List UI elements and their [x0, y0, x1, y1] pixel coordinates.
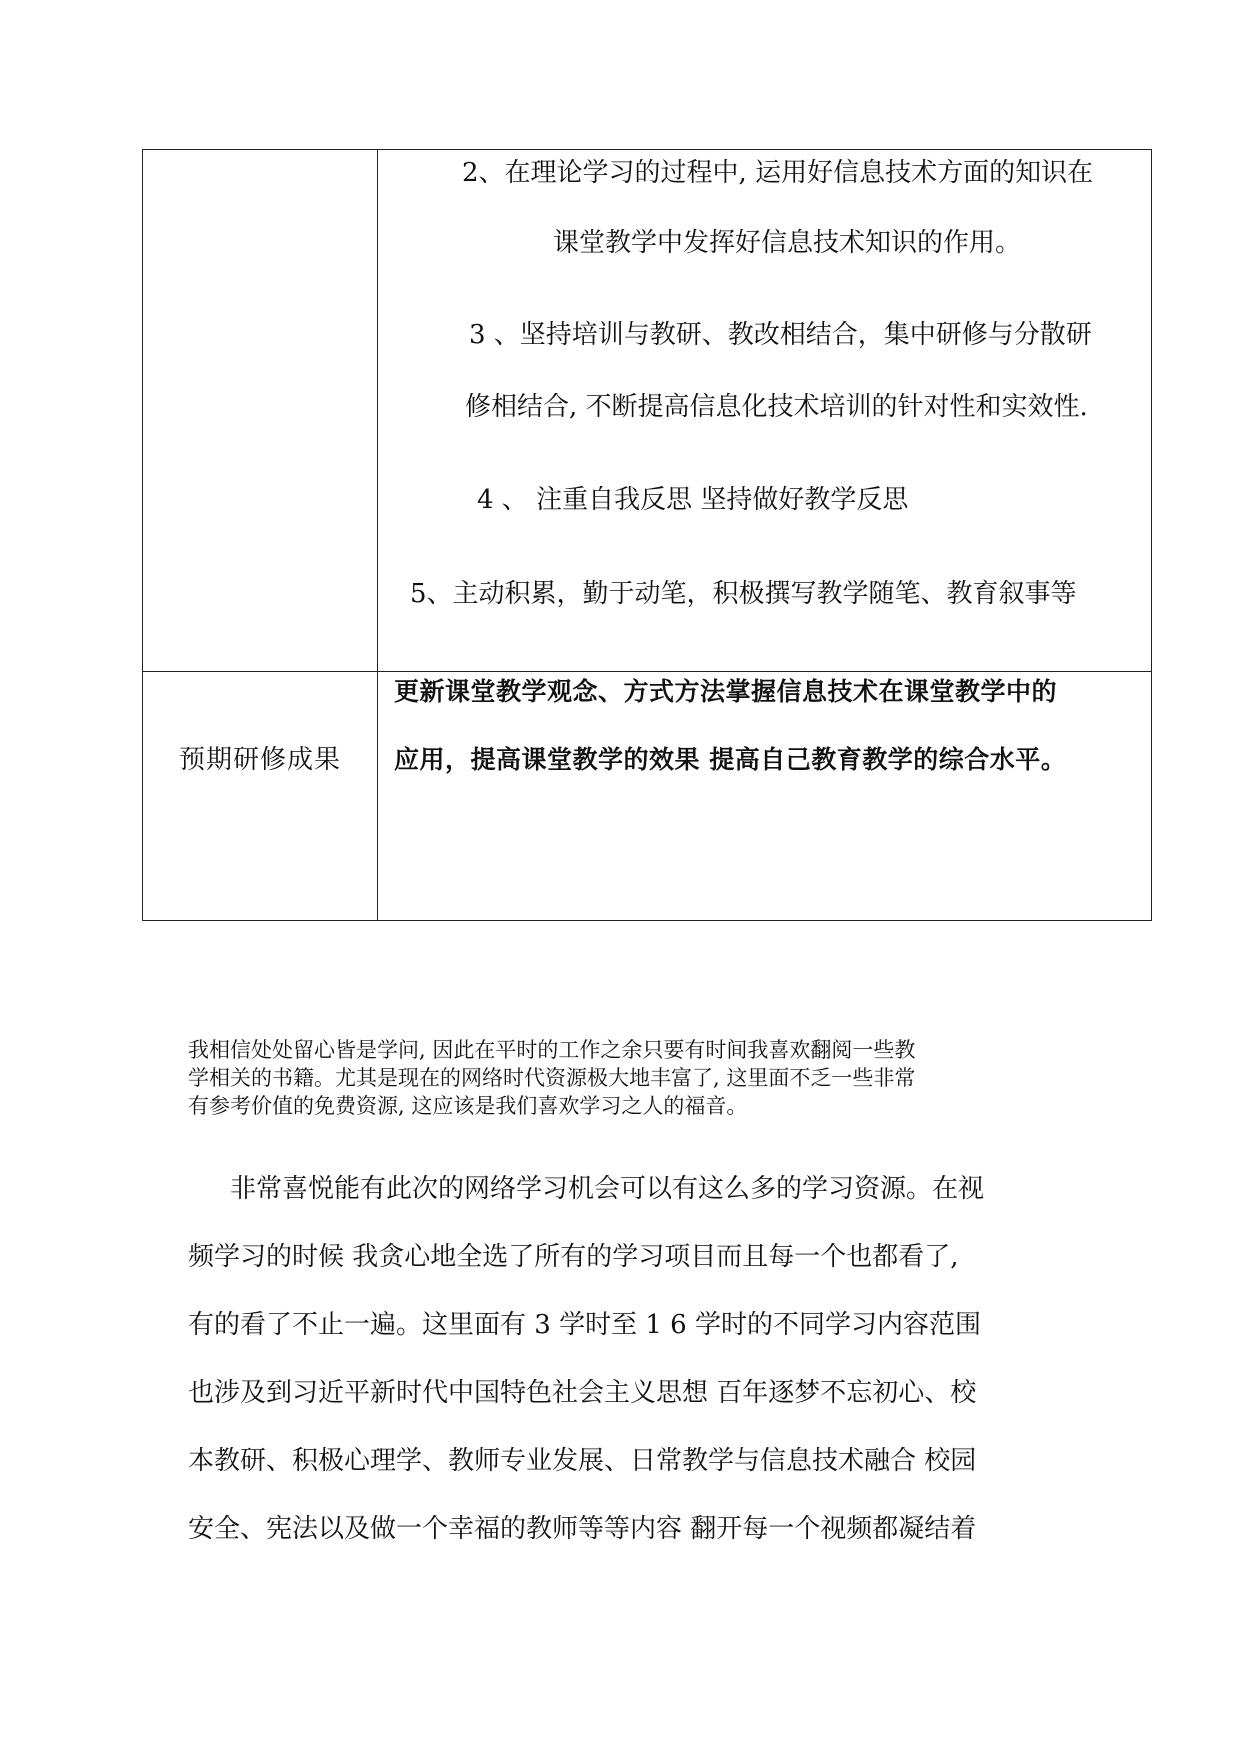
table-row-measures	[143, 150, 1152, 672]
table-cell-measures	[378, 150, 1152, 672]
table-cell-expected-results	[378, 672, 1152, 921]
measure-line: 5、主动积累，勤于动笔，积极撰写教学随笔、教育叙事等	[410, 579, 1077, 609]
paragraph-line: 也涉及到习近平新时代中国特色社会主义思想 百年逐梦不忘初心、校	[188, 1378, 977, 1408]
paragraph-line: 学相关的书籍。尤其是现在的网络时代资源极大地丰富了, 这里面不乏一些非常	[188, 1066, 916, 1090]
measure-line: 课堂教学中发挥好信息技术知识的作用。	[553, 228, 1022, 258]
expected-results-label: 预期研修成果	[179, 745, 342, 775]
paragraph-line: 本教研、积极心理学、教师专业发展、日常教学与信息技术融合 校园	[188, 1446, 977, 1476]
measure-line: 3 、坚持培训与教研、教改相结合，集中研修与分散研	[469, 320, 1092, 350]
paragraph-line: 频学习的时候 我贪心地全选了所有的学习项目而且每一个也都看了,	[188, 1242, 959, 1272]
measure-line: 4 、 注重自我反思 坚持做好教学反思	[477, 485, 909, 515]
measure-line: 修相结合, 不断提高信息化技术培训的针对性和实效性.	[465, 392, 1088, 422]
measure-line: 2、在理论学习的过程中, 运用好信息技术方面的知识在	[462, 158, 1094, 188]
table-cell-label	[143, 672, 378, 921]
paragraph-line: 有参考价值的免费资源, 这应该是我们喜欢学习之人的福音。	[188, 1094, 748, 1118]
paragraph-line: 有的看了不止一遍。这里面有 3 学时至 1 6 学时的不同学习内容范围	[188, 1310, 981, 1340]
training-plan-table	[142, 149, 1152, 921]
table-row-expected-results	[143, 672, 1152, 921]
reflection-paragraph	[188, 1036, 1068, 1120]
paragraph-line: 安全、宪法以及做一个幸福的教师等等内容 翻开每一个视频都凝结着	[188, 1514, 977, 1544]
expected-results-line: 应用，提高课堂教学的效果 提高自己教育教学的综合水平。	[394, 745, 1067, 774]
table-cell-empty-label	[143, 150, 378, 672]
paragraph-line: 非常喜悦能有此次的网络学习机会可以有这么多的学习资源。在视	[230, 1174, 985, 1204]
expected-results-line: 更新课堂教学观念、方式方法掌握信息技术在课堂教学中的	[394, 677, 1058, 706]
paragraph-line: 我相信处处留心皆是学问, 因此在平时的工作之余只要有时间我喜欢翻阅一些教	[188, 1038, 916, 1062]
